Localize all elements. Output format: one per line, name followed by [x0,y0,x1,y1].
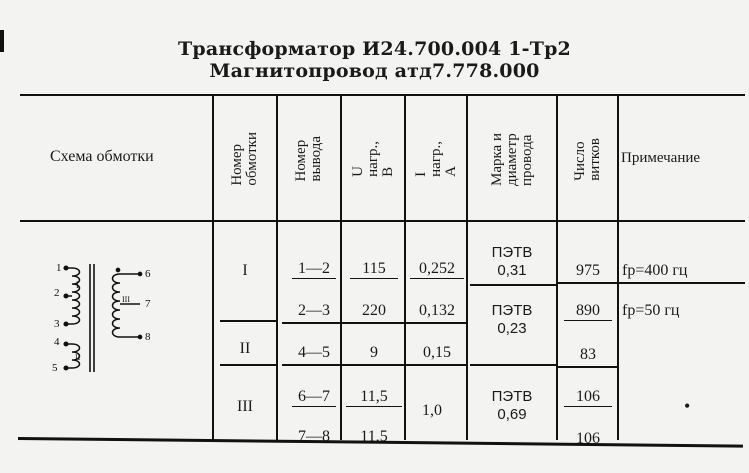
row-separator [282,364,340,366]
table-top-rule [20,94,745,96]
pin-label: 6 [145,268,151,280]
turns-1-2: 975 [576,262,600,279]
voltage-2-3: 220 [362,302,386,319]
turns-6-7: 106 [564,388,612,407]
terminal-1-2: 1—2 [292,260,336,279]
winding-1: I [242,262,248,279]
pin-label: 1 [56,262,62,274]
wire-diameter-1: 0,31 [497,262,527,279]
coil-label: III [122,295,130,304]
winding-separator [220,320,276,322]
coil-label: II [75,353,81,362]
turns-4-5: 83 [580,346,596,363]
header-voltage: U нагр., В [349,141,396,177]
header-turns: Число витков [571,137,603,181]
pin-label: 8 [145,331,151,343]
winding-schematic [50,256,180,380]
pin-label: 5 [52,362,58,374]
header-note: Примечание [621,150,701,166]
pin-label: 4 [54,336,60,348]
row-separator [406,364,466,366]
pin-label: 2 [54,287,60,299]
current-1-2: 0,252 [410,260,464,279]
note-400hz: fр=400 гц [622,262,688,279]
turns-7-8: 106 [576,430,600,447]
coil-secondary-icon [113,274,121,337]
voltage-1-2: 115 [350,260,398,279]
coil-primary-icon [72,268,80,324]
header-wire: Марка и диаметр провода [488,132,535,186]
winding-3: III [237,398,253,415]
current-4-5: 0,15 [423,344,451,361]
col-divider [617,96,619,440]
row-separator [558,366,617,368]
current-2-3: 0,132 [419,302,455,319]
note-dot: • [684,396,691,416]
voltage-6-7: 11,5 [346,388,402,407]
row-separator [470,284,556,286]
row-separator [342,322,404,324]
coil-label: I [76,280,79,290]
terminal-2-3: 2—3 [298,302,330,319]
header-terminal-number: Номер вывода [293,136,324,182]
voltage-4-5: 9 [370,344,378,361]
header-bottom-rule [20,220,745,222]
current-winding-3: 1,0 [422,402,442,419]
row-separator [342,364,404,366]
row-separator [470,364,556,366]
winding-separator [220,364,276,366]
document-title: Трансформатор И24.700.004 1-Тр2 [178,38,571,60]
turns-2-3: 890 [564,302,612,321]
row-separator [406,322,466,324]
pin-label: 7 [145,298,151,310]
row-separator [619,282,745,284]
note-50hz: fр=50 гц [622,302,680,319]
pin-label: 3 [54,318,60,330]
voltage-7-8: 11,5 [360,428,388,445]
terminal-4-5: 4—5 [298,344,330,361]
row-separator [558,282,617,284]
wire-brand-3: ПЭТВ [491,388,533,405]
document-subtitle: Магнитопровод атд7.778.000 [209,60,540,82]
row-separator [282,322,340,324]
terminal-6-7: 6—7 [292,388,336,407]
wire-diameter-2: 0,23 [497,320,527,337]
header-current: I нагр., А [412,141,459,177]
terminal-7-8: 7—8 [298,428,330,445]
header-winding-number: Номер обмотки [229,132,260,186]
wire-brand-2: ПЭТВ [491,302,533,319]
wire-diameter-3: 0,69 [497,406,527,423]
winding-2: II [239,340,251,357]
wire-brand-1: ПЭТВ [491,244,533,261]
header-scheme: Схема обмотки [50,148,154,165]
